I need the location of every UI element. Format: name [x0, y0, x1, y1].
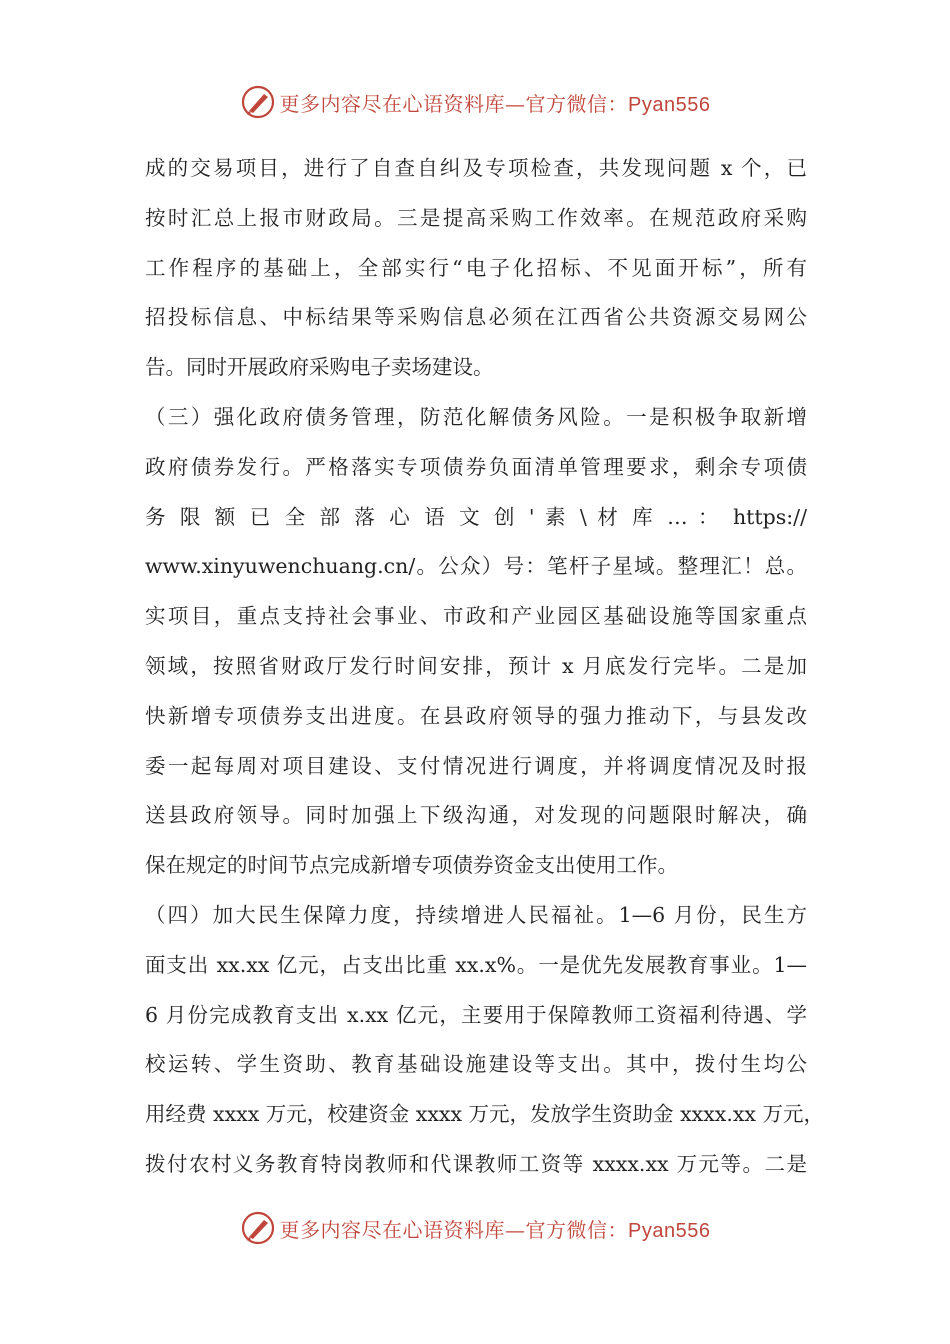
- text-line: 快新增专项债券支出进度。在县政府领导的强力推动下，与县发改: [145, 703, 807, 728]
- text-line: 委一起每周对项目建设、支付情况进行调度，并将调度情况及时报: [145, 753, 807, 778]
- footer-watermark-text: 更多内容尽在心语资料库—官方微信：Pyan556: [279, 1217, 711, 1242]
- pen-logo-icon: [240, 1210, 276, 1246]
- text-line: 保在规定的时间节点完成新增专项债券资金支出使用工作。: [145, 853, 678, 878]
- text-line: 政府债券发行。严格落实专项债券负面清单管理要求，剩余专项债: [145, 454, 807, 479]
- text-line: 成的交易项目，进行了自查自纠及专项检查，共发现问题 x 个，已: [145, 156, 807, 180]
- text-line: www.xinyuwenchuang.cn/。公众）号：笔杆子星域。整理汇！总。: [145, 554, 807, 579]
- text-line: 6 月份完成教育支出 x.xx 亿元，主要用于保障教师工资福利待遇、学: [145, 1002, 807, 1027]
- footer-watermark: [0, 1208, 950, 1248]
- text-line: 用经费 xxxx 万元，校建资金 xxxx 万元，发放学生资助金 xxxx.xx 万元，: [145, 1102, 824, 1127]
- text-line: 领域，按照省财政厅发行时间安排，预计 x 月底发行完毕。二是加: [145, 653, 807, 678]
- text-line: （三）强化政府债务管理，防范化解债务风险。一是积极争取新增: [145, 404, 807, 429]
- text-line: 按时汇总上报市财政局。三是提高采购工作效率。在规范政府采购: [145, 205, 807, 230]
- text-line: 实项目，重点支持社会事业、市政和产业园区基础设施等国家重点: [145, 604, 807, 629]
- text-line: 校运转、学生资助、教育基础设施建设等支出。其中，拨付生均公: [145, 1052, 807, 1077]
- header-watermark: [0, 82, 950, 122]
- text-line: 务 限 额 已 全 部 落 心 语 文 创 ' 素 \ 材 库 … ： https://: [145, 504, 807, 529]
- text-line: 送县政府领导。同时加强上下级沟通，对发现的问题限时解决，确: [145, 803, 807, 828]
- text-line: 告。同时开展政府采购电子卖场建设。: [145, 355, 494, 380]
- text-line: 面支出 xx.xx 亿元，占支出比重 xx.x%。一是优先发展教育事业。1—: [145, 952, 807, 977]
- pen-logo-icon: [240, 84, 276, 120]
- header-watermark-text: 更多内容尽在心语资料库—官方微信：Pyan556: [279, 91, 711, 116]
- document-body: [145, 144, 824, 1190]
- text-line: 工作程序的基础上，全部实行“电子化招标、不见面开标”，所有: [145, 255, 807, 280]
- text-line: 招投标信息、中标结果等采购信息必须在江西省公共资源交易网公: [145, 305, 807, 330]
- text-line: （四）加大民生保障力度，持续增进人民福祉。1—6 月份，民生方: [145, 902, 807, 927]
- text-line: 拨付农村义务教育特岗教师和代课教师工资等 xxxx.xx 万元等。二是: [145, 1151, 807, 1176]
